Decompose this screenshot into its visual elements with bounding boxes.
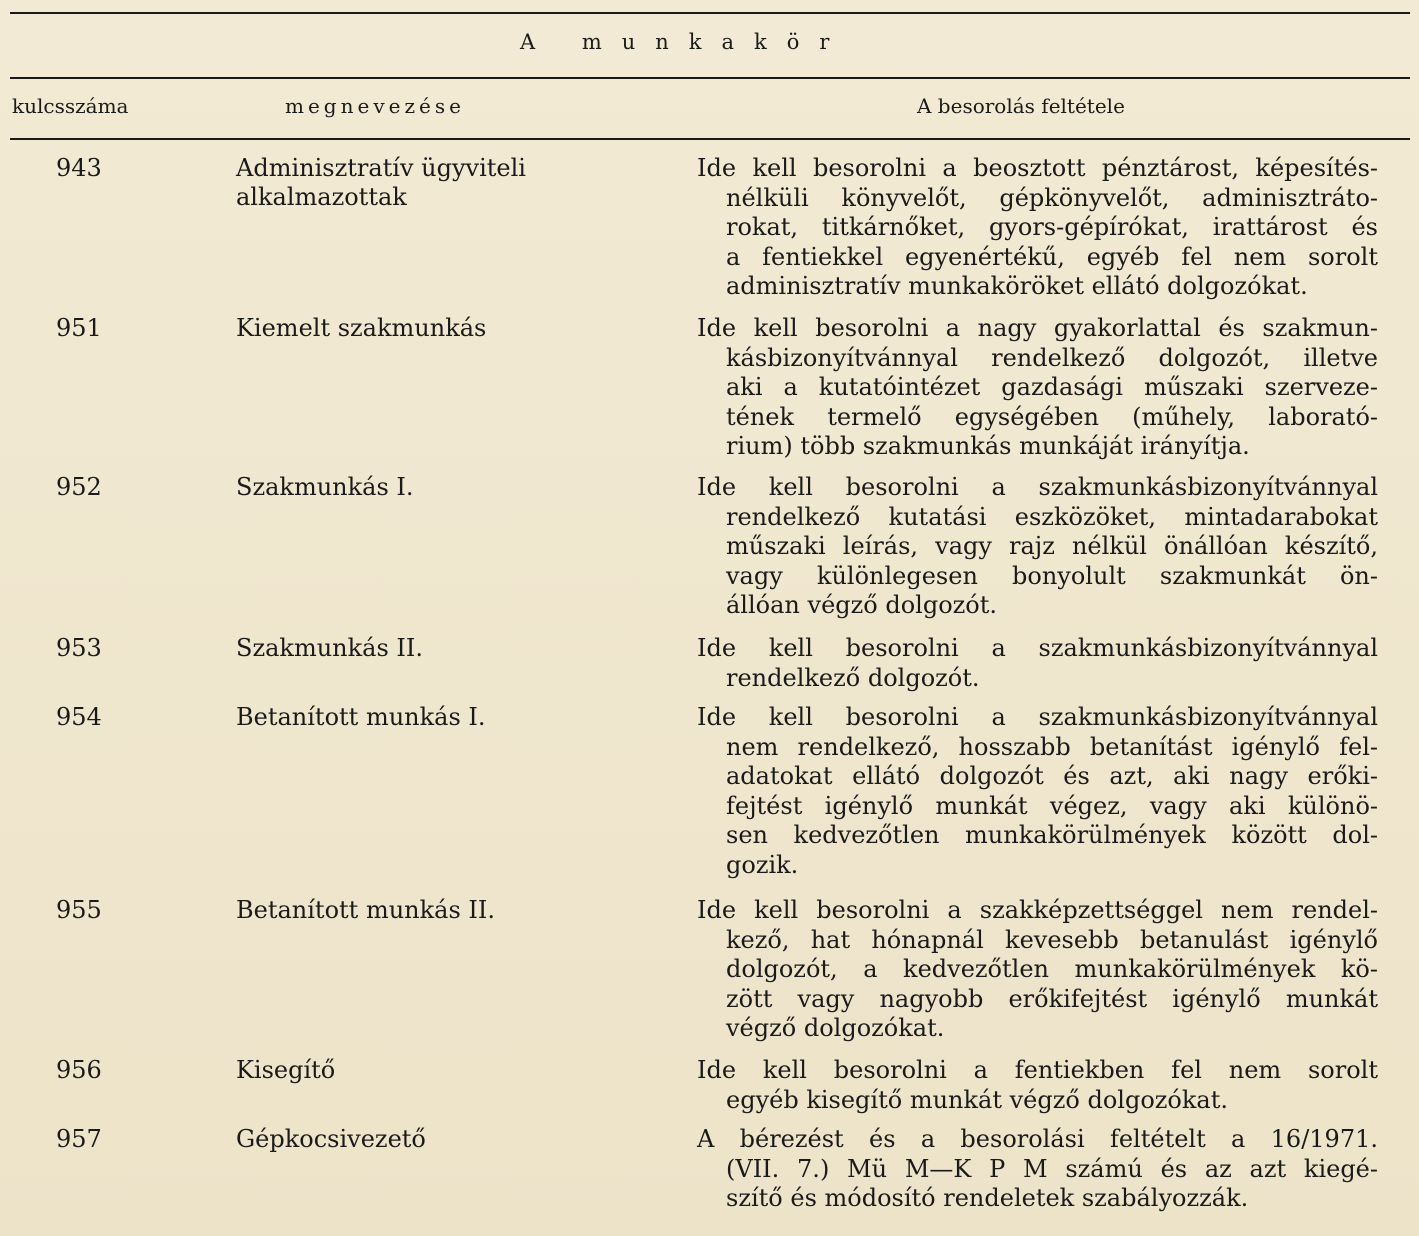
row-name: Kisegítő [236,1056,336,1084]
row-key: 952 [56,473,102,501]
condition-line: adatokat ellátó dolgozót és azt, aki nagy erőki- [726,762,1378,790]
row-key: 956 [56,1056,102,1084]
condition-line: (VII. 7.) Mü M—K P M számú és az azt kiegé- [726,1154,1378,1183]
row-key: 957 [56,1125,102,1153]
condition-line: műszaki leírás, vagy rajz nélkül önállóan készítő, [726,532,1378,560]
condition-line: végző dolgozókat. [726,1014,945,1042]
row-name: Szakmunkás I. [236,473,414,501]
condition-line: Ide kell besorolni a fentiekben fel nem sorolt [697,1056,1378,1084]
row-key: 955 [56,896,102,924]
header-key: kulcsszáma [12,94,129,118]
condition-line: nélküli könyvelőt, gépkönyvelőt, adminisztráto- [726,183,1378,212]
header-bottom-rule [10,138,1410,140]
condition-line: nem rendelkező, hosszabb betanítást igénylő fel- [726,732,1378,761]
row-condition [697,896,1378,1044]
condition-line: Ide kell besorolni a beosztott pénztárost, képesítés- [697,154,1378,182]
condition-line: sen kedvezőtlen munkakörülmények között dol- [726,821,1378,849]
row-name: Betanított munkás I. [236,703,486,731]
condition-line: zött vagy nagyobb erőkifejtést igénylő munkát [726,984,1378,1013]
row-key: 951 [56,314,102,342]
row-name: Betanított munkás II. [236,896,495,924]
row-condition [697,154,1378,302]
header-name: megnevezése [285,94,465,118]
row-condition [697,1056,1378,1115]
condition-line: rium) több szakmunkás munkáját irányítja. [726,432,1250,460]
condition-line: rendelkező kutatási eszközöket, mintadarabokat [726,502,1378,531]
top-rule [10,12,1410,14]
row-key: 954 [56,703,102,731]
condition-line: adminisztratív munkaköröket ellátó dolgozókat. [726,272,1308,300]
header-condition: A besorolás feltétele [917,94,1125,118]
condition-line: egyéb kisegítő munkát végző dolgozókat. [726,1085,1228,1114]
condition-line: Ide kell besorolni a szakképzettséggel nem rendel- [697,896,1378,924]
row-key: 943 [56,154,102,182]
condition-line: kező, hat hónapnál kevesebb betanulást igénylő [726,925,1378,954]
row-name: Adminisztratív ügyviteli alkalmazottak [236,154,526,211]
header-top-rule [10,77,1410,79]
condition-line: Ide kell besorolni a szakmunkásbizonyítvánnyal [697,703,1378,731]
row-condition [697,634,1378,693]
row-condition [697,1125,1378,1214]
row-name: Gépkocsivezető [236,1125,426,1153]
condition-line: dolgozót, a kedvezőtlen munkakörülmények kö- [726,955,1378,983]
condition-line: Ide kell besorolni a szakmunkásbizonyítvánnyal [697,634,1378,662]
condition-line: a fentiekkel egyenértékű, egyéb fel nem sorolt [726,242,1378,271]
row-name: Kiemelt szakmunkás [236,314,487,342]
row-condition [697,314,1378,462]
condition-line: tének termelő egységében (műhely, laborató- [726,402,1378,431]
condition-line: állóan végző dolgozót. [726,591,998,619]
condition-line: gozik. [726,850,799,879]
condition-line: rendelkező dolgozót. [726,663,980,692]
condition-line: aki a kutatóintézet gazdasági műszaki szerveze- [726,373,1378,401]
row-key: 953 [56,634,102,662]
row-condition [697,703,1378,880]
row-name: Szakmunkás II. [236,634,423,662]
condition-line: kásbizonyítvánnyal rendelkező dolgozót, illetve [726,343,1378,372]
row-condition [697,473,1378,621]
condition-line: Ide kell besorolni a nagy gyakorlattal és szakmun- [697,314,1378,342]
condition-line: fejtést igénylő munkát végez, vagy aki különö- [726,791,1378,820]
condition-line: rokat, titkárnőket, gyors-gépírókat, irattárost és [726,213,1378,241]
condition-line: A bérezést és a besorolási feltételt a 16/1971. [697,1125,1378,1153]
condition-line: vagy különlegesen bonyolult szakmunkát ön- [726,561,1378,590]
column-group-title: A munkakör [520,30,850,54]
condition-line: Ide kell besorolni a szakmunkásbizonyítvánnyal [697,473,1378,501]
condition-line: szítő és módosító rendeletek szabályozzák. [726,1184,1249,1212]
